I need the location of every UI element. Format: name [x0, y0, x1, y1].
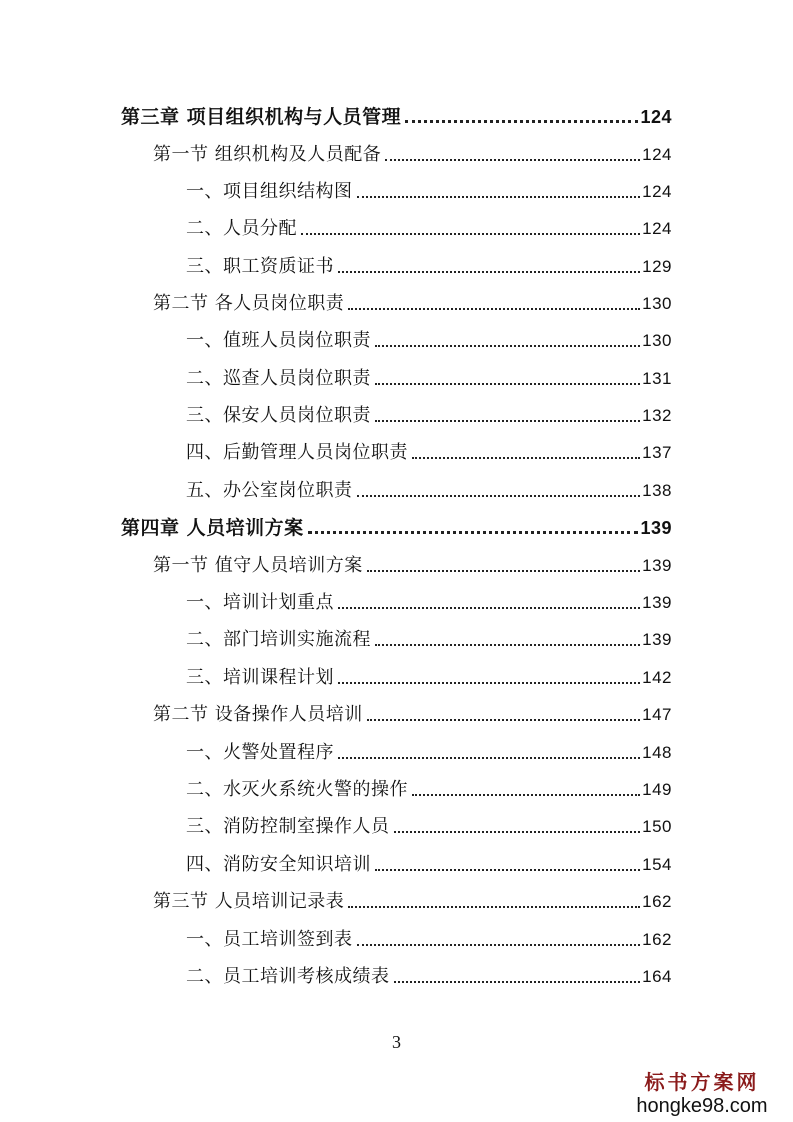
- toc-leader-dots: [375, 869, 640, 871]
- toc-entry-section[interactable]: [153, 551, 672, 577]
- toc-leader-dots: [357, 196, 641, 198]
- toc-entry-title: 三、职工资质证书: [186, 256, 334, 277]
- toc-entry-page: 129: [642, 257, 672, 276]
- toc-entry-page: 124: [642, 219, 672, 238]
- toc-entry-page: 124: [640, 107, 672, 127]
- toc-entry-page: 139: [642, 556, 672, 575]
- toc-leader-dots: [338, 271, 640, 273]
- toc-entry-title: 一、火警处置程序: [186, 742, 334, 763]
- toc-entry-title: 三、培训课程计划: [186, 667, 334, 688]
- toc-leader-dots: [348, 906, 640, 908]
- toc-entry-title: 一、项目组织结构图: [186, 181, 353, 202]
- toc-entry-page: 124: [642, 182, 672, 201]
- toc-leader-dots: [357, 495, 641, 497]
- toc-entry-title: 三、保安人员岗位职责: [186, 405, 371, 426]
- toc-entry-title: 一、员工培训签到表: [186, 929, 353, 950]
- toc-entry-subsection[interactable]: [186, 625, 672, 651]
- toc-entry-title: 一、值班人员岗位职责: [186, 330, 371, 351]
- toc-leader-dots: [338, 757, 640, 759]
- toc-entry-subsection[interactable]: [186, 214, 672, 240]
- toc-entry-page: 149: [642, 780, 672, 799]
- toc-entry-chapter[interactable]: [121, 102, 672, 128]
- toc-entry-page: 124: [642, 145, 672, 164]
- toc-entry-title: 一、培训计划重点: [186, 592, 334, 613]
- toc-entry-subsection[interactable]: [186, 812, 672, 838]
- toc-entry-subsection[interactable]: [186, 476, 672, 502]
- toc-leader-dots: [357, 944, 641, 946]
- toc-entry-page: 142: [642, 668, 672, 687]
- toc-entry-page: 132: [642, 406, 672, 425]
- toc-entry-subsection[interactable]: [186, 438, 672, 464]
- toc-entry-page: 154: [642, 855, 672, 874]
- toc-leader-dots: [348, 308, 640, 310]
- toc-leader-dots: [394, 981, 641, 983]
- toc-leader-dots: [375, 345, 640, 347]
- toc-leader-dots: [367, 570, 640, 572]
- toc-entry-page: 147: [642, 705, 672, 724]
- toc-entry-subsection[interactable]: [186, 326, 672, 352]
- toc-entry-subsection[interactable]: [186, 925, 672, 951]
- toc-leader-dots: [367, 719, 640, 721]
- page-number: 3: [392, 1032, 401, 1052]
- toc-entry-subsection[interactable]: [186, 588, 672, 614]
- watermark-url-text: hongke98.com: [636, 1095, 768, 1117]
- toc-leader-dots: [375, 644, 640, 646]
- toc-entry-page: 139: [642, 593, 672, 612]
- toc-leader-dots: [338, 607, 640, 609]
- toc-entry-title: 二、人员分配: [186, 218, 297, 239]
- toc-leader-dots: [412, 794, 640, 796]
- toc-entry-section[interactable]: [153, 140, 672, 166]
- toc-entry-title: 五、办公室岗位职责: [186, 480, 353, 501]
- watermark-logo: [627, 1070, 777, 1118]
- toc-entry-title: 二、部门培训实施流程: [186, 629, 371, 650]
- toc-entry-title: 二、巡查人员岗位职责: [186, 368, 371, 389]
- watermark-cn-text: 标书方案网: [644, 1070, 760, 1094]
- toc-entry-page: 164: [642, 967, 672, 986]
- toc-entry-page: 162: [642, 930, 672, 949]
- toc-entry-page: 131: [642, 369, 672, 388]
- toc-leader-dots: [394, 831, 641, 833]
- toc-leader-dots: [338, 682, 640, 684]
- toc-entry-page: 148: [642, 743, 672, 762]
- toc-entry-subsection[interactable]: [186, 177, 672, 203]
- toc-entry-page: 130: [642, 294, 672, 313]
- toc-leader-dots: [308, 531, 639, 534]
- toc-leader-dots: [385, 159, 640, 161]
- toc-entry-subsection[interactable]: [186, 850, 672, 876]
- toc-entry-subsection[interactable]: [186, 663, 672, 689]
- toc-entry-subsection[interactable]: [186, 252, 672, 278]
- toc-entry-title: 四、消防安全知识培训: [186, 854, 371, 875]
- toc-entry-title: 第一节 值守人员培训方案: [153, 555, 363, 576]
- toc-entry-title: 二、员工培训考核成绩表: [186, 966, 390, 987]
- toc-leader-dots: [375, 420, 640, 422]
- toc-entry-page: 162: [642, 892, 672, 911]
- toc-entry-section[interactable]: [153, 289, 672, 315]
- toc-entry-page: 137: [642, 443, 672, 462]
- toc-entry-title: 第二节 设备操作人员培训: [153, 704, 363, 725]
- toc-entry-title: 二、水灭火系统火警的操作: [186, 779, 408, 800]
- toc-entry-title: 第四章 人员培训方案: [121, 517, 304, 539]
- toc-entry-title: 第三章 项目组织机构与人员管理: [121, 106, 402, 128]
- toc-leader-dots: [375, 383, 640, 385]
- toc-entry-section[interactable]: [153, 887, 672, 913]
- toc-entry-page: 138: [642, 481, 672, 500]
- toc-entry-title: 四、后勤管理人员岗位职责: [186, 442, 408, 463]
- toc-entry-section[interactable]: [153, 700, 672, 726]
- toc-entry-subsection[interactable]: [186, 738, 672, 764]
- toc-entry-page: 130: [642, 331, 672, 350]
- toc-leader-dots: [405, 120, 638, 123]
- toc-entry-title: 第三节 人员培训记录表: [153, 891, 345, 912]
- toc-leader-dots: [412, 457, 640, 459]
- toc-entry-page: 150: [642, 817, 672, 836]
- toc-entry-page: 139: [642, 630, 672, 649]
- toc-entry-page: 139: [640, 518, 672, 538]
- toc-entry-title: 三、消防控制室操作人员: [186, 816, 390, 837]
- toc-entry-subsection[interactable]: [186, 962, 672, 988]
- toc-entry-title: 第二节 各人员岗位职责: [153, 293, 345, 314]
- toc-entry-title: 第一节 组织机构及人员配备: [153, 144, 382, 165]
- toc-entry-chapter[interactable]: [121, 513, 672, 539]
- toc-entry-subsection[interactable]: [186, 401, 672, 427]
- toc-leader-dots: [301, 233, 640, 235]
- toc-entry-subsection[interactable]: [186, 364, 672, 390]
- toc-entry-subsection[interactable]: [186, 775, 672, 801]
